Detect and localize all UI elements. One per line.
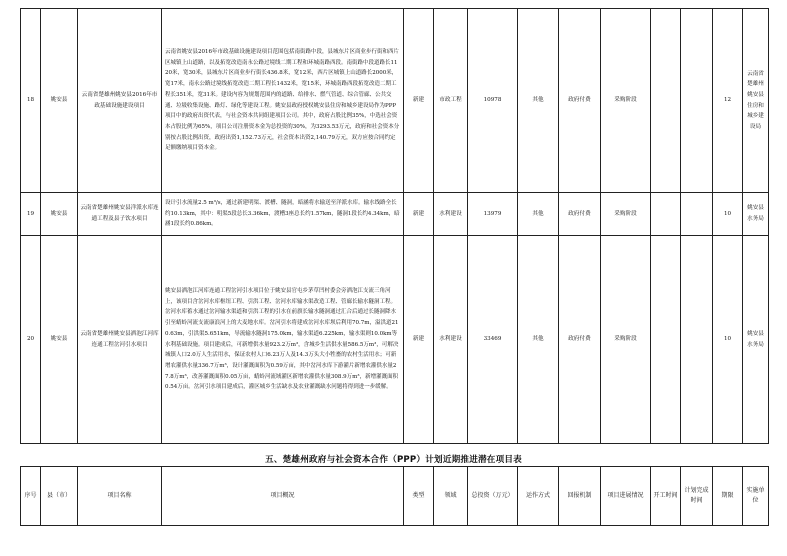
progress-cell: 采购阶段 [601,9,651,193]
project-name-cell: 云南省楚雄州姚安县2016年市政基础设施建设项目 [78,9,162,193]
empty-cell-b [681,9,713,193]
table-row [21,193,769,236]
investment-cell: 10978 [468,9,518,193]
period-cell: 10 [713,236,743,444]
project-name-cell: 云南省楚雄州姚安县洋派水库连通工程及县子饮水项目 [78,193,162,236]
implementing-unit-cell: 姚安县水务局 [743,236,769,444]
progress-cell: 采购阶段 [601,236,651,444]
operation-cell: 其他 [518,236,559,444]
type-cell: 新建 [404,193,434,236]
implementing-unit-cell: 姚安县水务局 [743,193,769,236]
row-number: 18 [21,9,41,193]
table-row [21,9,769,193]
header-progress: 项目进展情况 [601,467,651,526]
project-description-cell: 姚安县洒泡江河库连通工程岔河引水项目位于姚安县官屯乡茅草凹村委会旁洒泡江支流三角河上，该项目含岔河水库枢纽工程、引洪工程、岔河水库输水渠改造工程、管廊长输水隧洞工程。岔河水库蓄水通过岔河输水渠道和引洪工程的引水在前旗长输水隧洞通过汇合后通过长隧洞降水引至蜻蛉河流支流康浪河上的大麦地水库。岔河引水将建成岔河水库坝后利用70.7m，溢洪道210.63m，引洪渠5.651km，导流输水隧洞175.0km，输水渠道6.225km，输水渠则10.0km等水利基础设施。项目建成后，可新增供水量923.2万m³，含城乡生活供水量586.5万m³，可解决城镇人口2.0万人生活用水，保证农村人口6.23万人及14.3万头大小牲畜的农村生活用水；可新增农灌供水量336.7万m³，设计灌溉面积为0.59万亩，其中岔河水库下游灌片新增农灌供水量27.8万m³，改善灌溉面积0.05万亩，蜻蛉河流域灌区新增农灌供水量308.9万m³，新增灌溉面积0.54万亩。岔河引水项目建成后，灌区城乡生活缺水及农业灌溉缺水问题将得到进一步缓解。 [162,236,404,444]
header-project-name: 项目名称 [78,467,162,526]
period-cell: 12 [713,9,743,193]
header-return: 回报机制 [559,467,601,526]
project-description-cell: 设计引水流量2.5 m³/s，通过新建明渠、渡槽、隧洞，暗涵将水输送至洋派水库。输水线路全长约10.13km，其中：明渠5段总长3.36km，渡槽3座总长约1.57km，隧洞1段长约4.34km，暗涵1段长约0.86km。 [162,193,404,236]
return-mechanism-cell: 政府付费 [559,193,601,236]
investment-cell: 33469 [468,236,518,444]
project-table-continued [20,8,769,444]
period-cell: 10 [713,193,743,236]
empty-cell-a [651,236,681,444]
field-cell: 市政工程 [434,9,468,193]
field-cell: 水利建设 [434,193,468,236]
header-implementing-unit: 实施单位 [743,467,769,526]
operation-cell: 其他 [518,9,559,193]
header-investment: 总投资（万元） [468,467,518,526]
implementing-unit-cell: 云南省楚雄州姚安县住房和城乡建设局 [743,9,769,193]
header-type: 类型 [404,467,434,526]
header-description: 项目概况 [162,467,404,526]
header-row [21,467,769,526]
header-operation: 运作方式 [518,467,559,526]
header-period: 期限 [713,467,743,526]
operation-cell: 其他 [518,193,559,236]
table-row [21,236,769,444]
header-planned-completion: 计划完成时间 [681,467,713,526]
empty-cell-b [681,193,713,236]
empty-cell-b [681,236,713,444]
county-cell: 姚安县 [41,236,78,444]
field-cell: 水利建设 [434,236,468,444]
potential-projects-table-header [20,466,769,526]
project-description-cell: 云南省姚安县2016年市政基础设施建设项目范围包括南街路中段，县城东片区商业步行街和西片区城镇上山道路，以及拓宽改造南永公路过境线二期工程和环城南路西段。南街路中段道路长1120米，宽30米，县城东片区商业步行街长436.8米，宽12米，西片区城镇上山道路长2000米，宽17米，南永公路过境线拓宽改造二期工程长1432米，宽15米，环城南路西段拓宽改造二期工程长351米，宽31米。建设内容为规划范围内的道路、给排水、燃气管道、综合管廊、公共交通、垃圾收集设施、路灯、绿化等建设工程。姚安县政府授权姚安县住房和城乡建设局作为PPP项目中的政府出资代表，与社会资本共同组建项目公司。其中，政府占股比例35%，中选社会资本占股比例为65%，项目公司注册资本金为总投资的30%，为3293.53万元，政府和社会资本分别按占股比例出资，政府出资1,152.73万元，社会资本出资2,140.79万元，双方应按合同约定足额缴纳项目资本金。 [162,9,404,193]
project-name-cell: 云南省楚雄州姚安县洒泡江河库连通工程岔河引水项目 [78,236,162,444]
row-number: 20 [21,236,41,444]
header-field: 领域 [434,467,468,526]
header-no: 序号 [21,467,41,526]
county-cell: 姚安县 [41,193,78,236]
county-cell: 姚安县 [41,9,78,193]
progress-cell: 采购阶段 [601,193,651,236]
header-county: 县（市） [41,467,78,526]
section-title: 五、楚雄州政府与社会资本合作（PPP）计划近期推进潜在项目表 [265,455,522,465]
investment-cell: 13979 [468,193,518,236]
row-number: 19 [21,193,41,236]
return-mechanism-cell: 政府付费 [559,236,601,444]
return-mechanism-cell: 政府付费 [559,9,601,193]
header-start-time: 开工时间 [651,467,681,526]
type-cell: 新建 [404,236,434,444]
empty-cell-a [651,193,681,236]
empty-cell-a [651,9,681,193]
type-cell: 新建 [404,9,434,193]
